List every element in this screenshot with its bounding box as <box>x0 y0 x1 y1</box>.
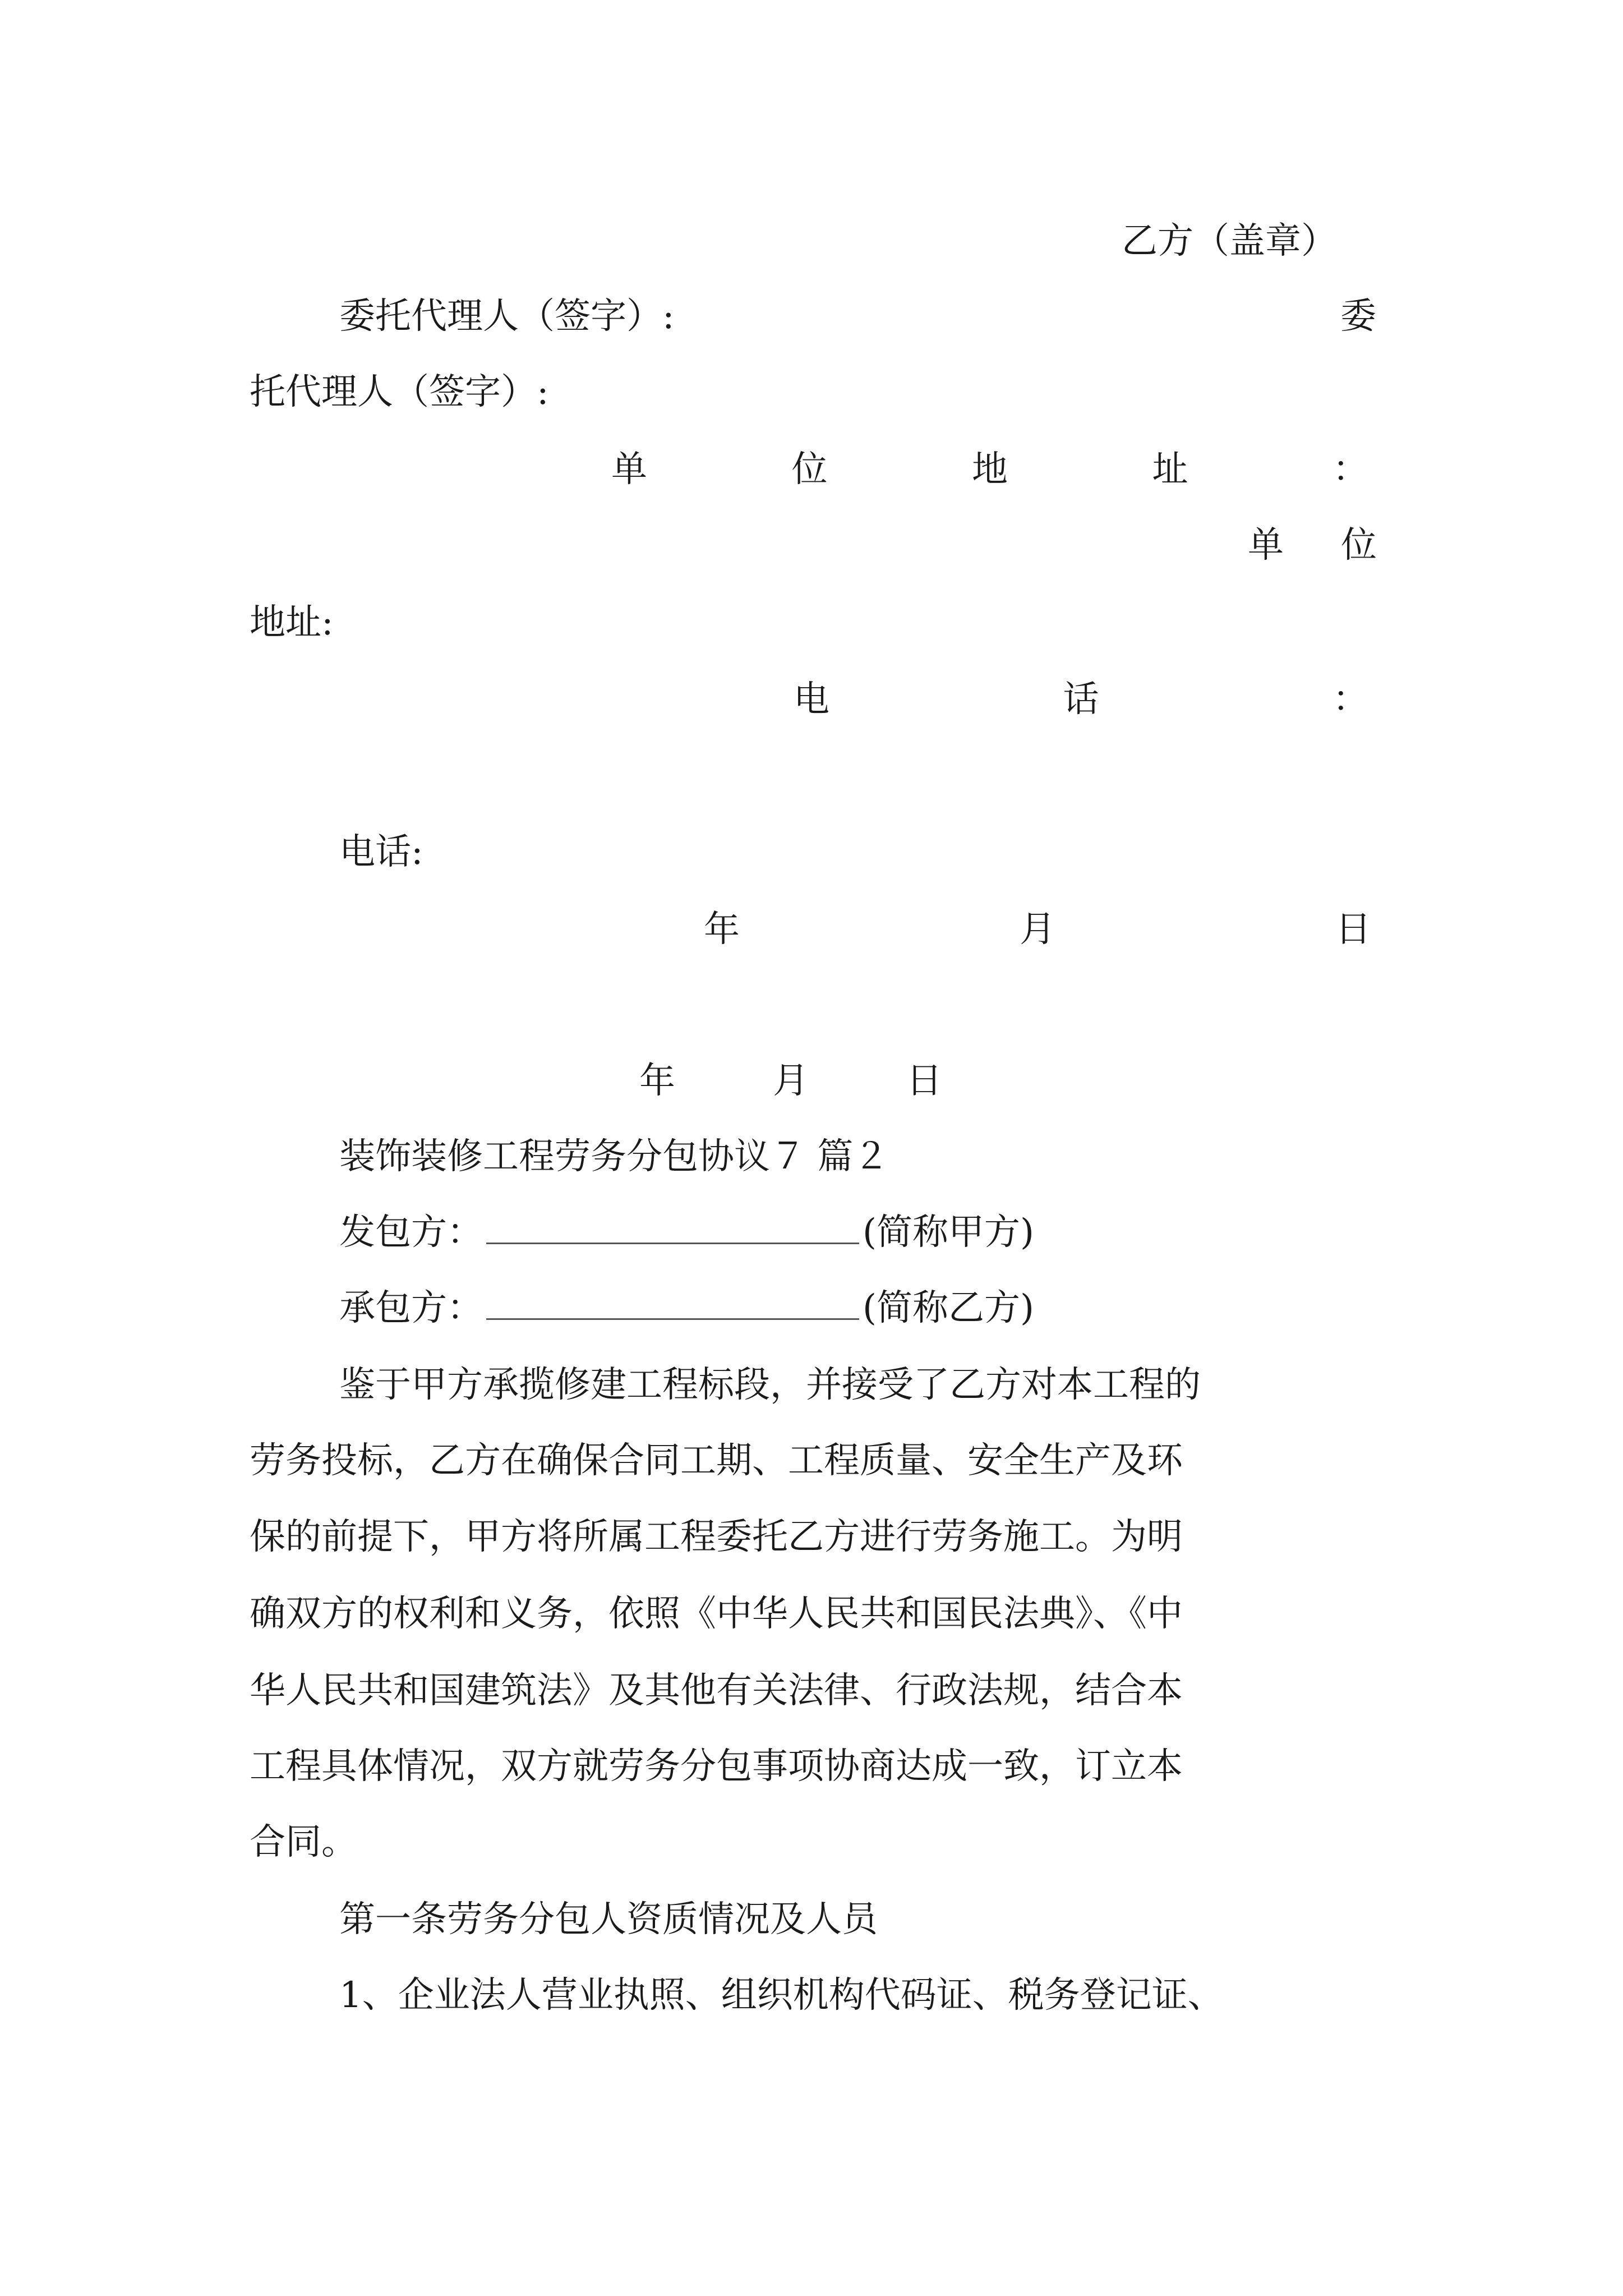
address-char: 位 <box>791 449 828 490</box>
date-line-b <box>639 1060 942 1102</box>
agent-signature-label-b: 托代理人（签字）: <box>250 371 549 413</box>
preamble-line: 确双方的权利和义务，依照《中华人民共和国民法典》、《中 <box>250 1593 1183 1635</box>
subcontractor-line <box>339 1287 1034 1329</box>
preamble-line: 合同。 <box>250 1821 357 1863</box>
subcontractor-suffix: (简称乙方) <box>863 1287 1034 1329</box>
address-char: 单 <box>1248 524 1284 566</box>
date-line-a <box>704 909 1371 950</box>
year-char: 年 <box>639 1060 675 1102</box>
contractor-line <box>339 1212 1034 1253</box>
unit-address-label-b-rest: 地址: <box>250 602 334 643</box>
preamble-line: 保的前提下，甲方将所属工程委托乙方进行劳务施工。为明 <box>250 1516 1183 1558</box>
day-char: 日 <box>906 1060 942 1102</box>
address-char: ： <box>1332 449 1368 490</box>
year-char: 年 <box>704 909 740 950</box>
preamble-line: 工程具体情况，双方就劳务分包事项协商达成一致，订立本 <box>250 1746 1183 1787</box>
phone-label-a <box>794 679 1368 720</box>
month-char: 月 <box>773 1060 809 1102</box>
article-1-title: 第一条劳务分包人资质情况及人员 <box>339 1899 878 1940</box>
party-b-seal-label: 乙方（盖章） <box>1122 220 1337 262</box>
phone-char: ： <box>1332 679 1368 720</box>
address-char: 址 <box>1152 449 1188 490</box>
contractor-name-blank <box>486 1214 859 1244</box>
agreement-heading: 装饰装修工程劳务分包协议７ 篇２ <box>339 1136 889 1177</box>
article-1-item-1: 1、企业法人营业执照、组织机构代码证、税务登记证、 <box>339 1975 1224 2016</box>
agent-signature-wrap-char: 委 <box>1340 296 1376 337</box>
day-char: 日 <box>1335 909 1371 950</box>
preamble-line: 华人民共和国建筑法》及其他有关法律、行政法规，结合本 <box>250 1670 1183 1711</box>
address-char: 地 <box>972 449 1008 490</box>
contractor-label: 发包方： <box>339 1212 483 1253</box>
month-char: 月 <box>1020 909 1055 950</box>
preamble-line: 劳务投标，乙方在确保合同工期、工程质量、安全生产及环 <box>250 1440 1183 1481</box>
phone-char: 话 <box>1063 679 1099 720</box>
agent-signature-label-a: 委托代理人（签字）: <box>339 296 675 337</box>
subcontractor-label: 承包方： <box>339 1287 483 1329</box>
address-char: 单 <box>611 449 647 490</box>
unit-address-label-b <box>1248 524 1377 566</box>
contractor-suffix: (简称甲方) <box>863 1212 1034 1253</box>
phone-label-b: 电话: <box>339 831 423 873</box>
address-char: 位 <box>1341 524 1377 566</box>
subcontractor-name-blank <box>486 1290 859 1320</box>
preamble-line: 鉴于甲方承揽修建工程标段，并接受了乙方对本工程的 <box>339 1364 1201 1406</box>
phone-char: 电 <box>794 679 829 720</box>
unit-address-label-a <box>611 449 1368 490</box>
